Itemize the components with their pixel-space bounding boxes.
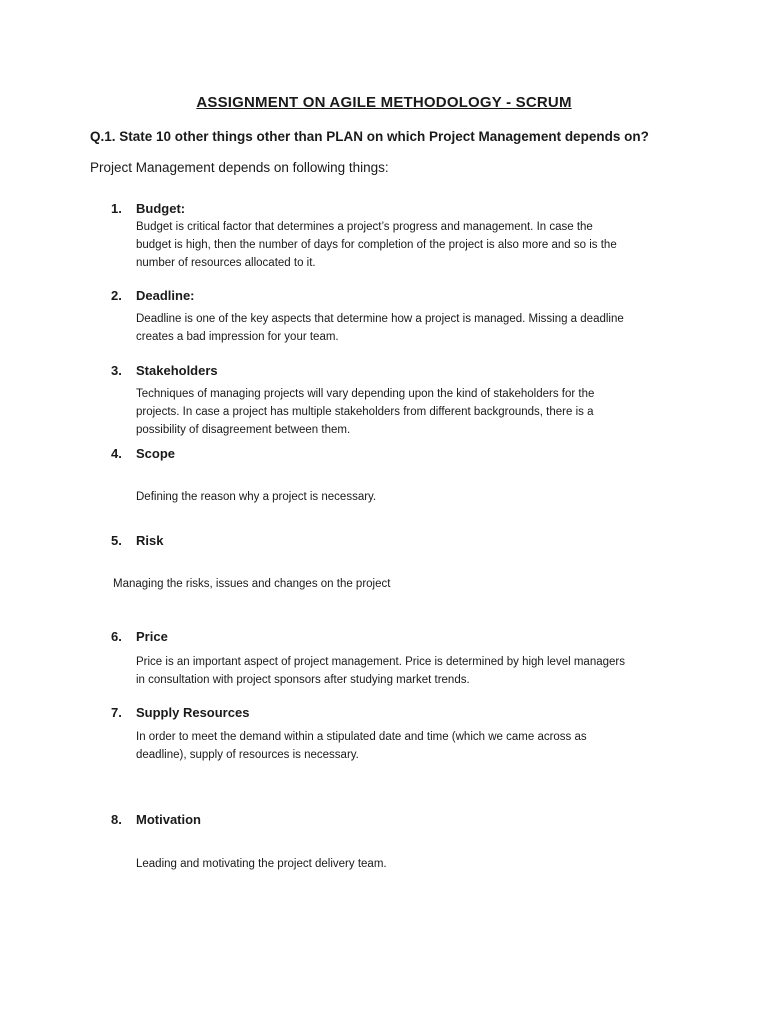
document-title: ASSIGNMENT ON AGILE METHODOLOGY - SCRUM xyxy=(196,94,572,111)
item-description-deadline xyxy=(136,310,696,346)
description-line: creates a bad impression for your team. xyxy=(136,331,339,343)
description-line: budget is high, then the number of days for completion of the project is also more and so is the xyxy=(136,239,617,251)
item-description-motivation xyxy=(136,855,696,873)
description-line: Budget is critical factor that determines a project’s progress and management. In case the xyxy=(136,221,593,233)
description-line: Price is an important aspect of project management. Price is determined by high level managers xyxy=(136,656,625,668)
item-number: 6. xyxy=(111,629,122,644)
description-line: Defining the reason why a project is necessary. xyxy=(136,491,377,503)
description-line: deadline), supply of resources is necessary. xyxy=(136,749,359,761)
intro-text: Project Management depends on following things: xyxy=(90,160,389,175)
item-title-scope: Scope xyxy=(136,446,176,461)
item-title-risk: Risk xyxy=(136,533,164,548)
item-number: 1. xyxy=(111,201,122,216)
item-number: 3. xyxy=(111,363,122,378)
item-number: 4. xyxy=(111,446,122,461)
item-number: 2. xyxy=(111,288,122,303)
item-title-deadline: Deadline: xyxy=(136,288,195,303)
item-title-budget: Budget: xyxy=(136,201,186,216)
description-line: number of resources allocated to it. xyxy=(136,257,316,269)
description-line: Managing the risks, issues and changes on the project xyxy=(113,578,391,590)
description-line: Deadline is one of the key aspects that determine how a project is managed. Missing a deadline xyxy=(136,313,624,325)
description-line: possibility of disagreement between them. xyxy=(136,424,351,436)
item-description-supply-resources xyxy=(136,728,696,764)
description-line: projects. In case a project has multiple stakeholders from different backgrounds, there is a xyxy=(136,406,594,418)
description-line: Techniques of managing projects will vary depending upon the kind of stakeholders for the xyxy=(136,388,595,400)
description-line: in consultation with project sponsors after studying market trends. xyxy=(136,674,470,686)
item-description-price xyxy=(136,653,696,689)
description-line: Leading and motivating the project delivery team. xyxy=(136,858,387,870)
item-title-stakeholders: Stakeholders xyxy=(136,363,218,378)
item-number: 8. xyxy=(111,812,122,827)
question-text: Q.1. State 10 other things other than PLAN on which Project Management depends on? xyxy=(90,129,649,144)
item-description-budget xyxy=(136,218,696,272)
item-title-supply-resources: Supply Resources xyxy=(136,705,250,720)
description-line: In order to meet the demand within a stipulated date and time (which we came across as xyxy=(136,731,587,743)
item-title-motivation: Motivation xyxy=(136,812,201,827)
item-number: 7. xyxy=(111,705,122,720)
item-description-stakeholders xyxy=(136,385,696,439)
item-description-scope xyxy=(136,488,696,506)
item-number: 5. xyxy=(111,533,122,548)
item-description-risk xyxy=(113,575,673,593)
item-title-price: Price xyxy=(136,629,168,644)
